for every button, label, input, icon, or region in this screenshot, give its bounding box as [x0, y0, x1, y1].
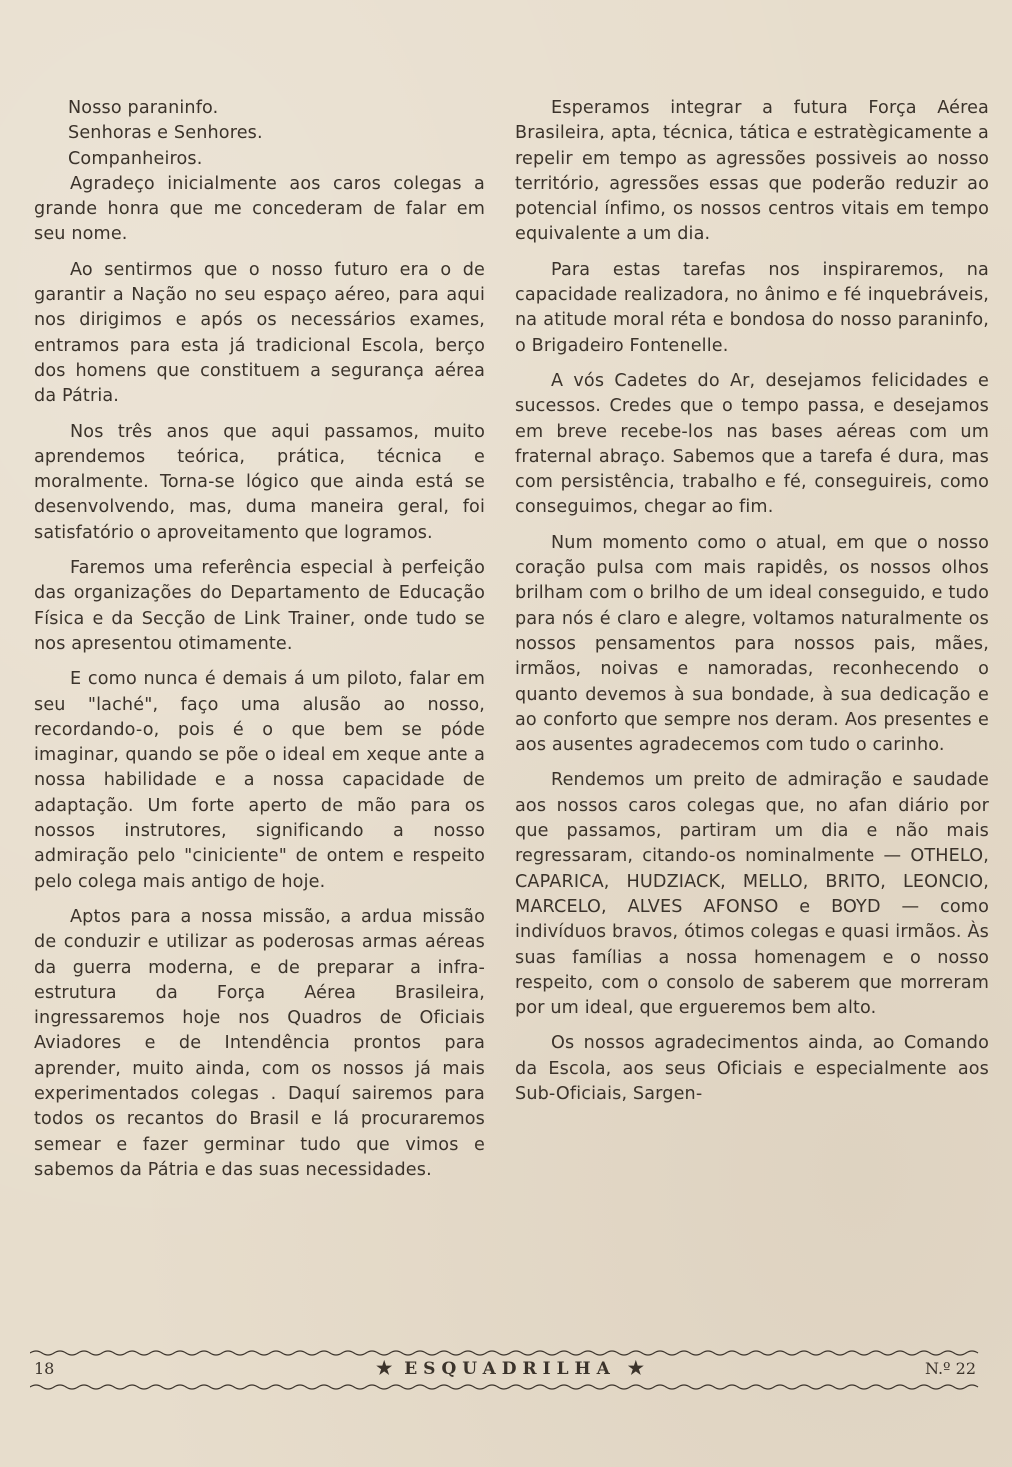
salutation-companheiros: Companheiros. [68, 148, 203, 169]
paragraph: Para estas tarefas nos inspiraremos, na capacidade realizadora, no ânimo e fé inquebráveis, na atitude moral réta e bondosa do nosso paraninfo, o Brigadeiro Fontenelle. [515, 259, 989, 356]
salutation-paraninfo: Nosso paraninfo. [68, 98, 219, 118]
star-icon: ★ [376, 1358, 393, 1379]
paragraph: Nos três anos que aqui passamos, muito aprendemos teórica, prática, técnica e moralmente. Torna-se lógico que ainda está se desenvolvendo, mas, duma maneira geral, foi satisfatório o aproveitamento que logramos. [34, 421, 485, 543]
paragraph: Faremos uma referência especial à perfeição das organizações do Departamento de Educação Física e da Secção de Link Trainer, onde tudo se nos apresentou otimamente. [34, 558, 485, 654]
paragraph: Aptos para a nossa missão, a ardua missão de conduzir e utilizar as poderosas armas aéreas da guerra moderna, e de preparar a infra-estrutura da Força Aérea Brasileira, ingressaremos hoje nos Quadros de Oficiais Aviadores e de Intendência prontos para aprender, muito ainda, com os nossos já mais experimentados colegas . Daquí sairemos para todos os recantos do Brasil e lá procuraremos semear e fazer germinar tudo que vimos e sabemos da Pátria e das suas necessidades. [34, 906, 485, 1180]
issue-number: N.º 22 [924, 1359, 976, 1378]
magazine-title [330, 1358, 690, 1379]
salutation-senhoras: Senhoras e Senhores. [68, 123, 263, 144]
magazine-title-text: ESQUADRILHA [404, 1359, 616, 1379]
page-number: 18 [34, 1359, 55, 1378]
star-icon: ★ [627, 1358, 644, 1379]
paragraph: Esperamos integrar a futura Força Aérea Brasileira, apta, técnica, tática e estratègicamente a repelir em tempo as agressões possiveis ao nosso território, agressões essas que poderão reduzir ao potencial ínfimo, os nossos centros vitais em tempo equivalente a um dia. [515, 98, 989, 245]
paragraph: Ao sentirmos que o nosso futuro era o de garantir a Nação no seu espaço aéreo, para aqui nos dirigimos e após os necessários exames, entramos para esta já tradicional Escola, berço dos homens que constituem a segurança aérea da Pátria. [34, 259, 485, 407]
paragraph: A vós Cadetes do Ar, desejamos felicidades e sucessos. Credes que o tempo passa, e desejamos em breve recebe-los nas bases aéreas com um fraternal abraço. Sabemos que a tarefa é dura, mas com persistência, trabalho e fé, conseguireis, como conseguimos, chegar ao fim. [515, 370, 989, 518]
page-footer [30, 1349, 982, 1395]
paragraph: Os nossos agradecimentos ainda, ao Comando da Escola, aos seus Oficiais e especialmente aos Sub-Oficiais, Sargen- [515, 1033, 989, 1104]
left-column [34, 96, 485, 1193]
wavy-rule-bottom [30, 1383, 982, 1391]
paragraph: E como nunca é demais á um piloto, falar em seu "laché", faço uma alusão ao nosso, recordando-o, pois é o que bem se póde imaginar, quando se põe o ideal em xeque ante a nossa habilidade e a nossa capacidade de adaptação. Um forte aperto de mão para os nossos instrutores, significando a nosso admiração pelo "ciniciente" de ontem e respeito pelo colega mais antigo de hoje. [34, 669, 485, 892]
wavy-rule-top [30, 1349, 982, 1357]
right-column [515, 96, 989, 1117]
paragraph: Rendemos um preito de admiração e saudade aos nossos caros colegas que, no afan diário por que passamos, partiram um dia e não mais regressaram, citando-os nominalmente — OTHELO, CAPARICA, HUDZIACK, MELLO, BRITO, LEONCIO, MARCELO, ALVES AFONSO e BOYD — como indivíduos bravos, ótimos colegas e quasi irmãos. Às suas famílias a nossa homenagem e o nosso respeito, com o consolo de saberem que morreram por um ideal, que ergueremos bem alto. [515, 770, 989, 1019]
paragraph: Num momento como o atual, em que o nosso coração pulsa com mais rapidês, os nossos olhos brilham com o brilho de um ideal conseguido, e tudo para nós é claro e alegre, voltamos naturalmente os nossos pensamentos para nossos pais, mães, irmãos, noivas e namoradas, reconhecendo o quanto devemos à sua bondade, à sua dedicação e ao conforto que sempre nos deram. Aos presentes e aos ausentes agradecemos com tudo o carinho. [515, 532, 989, 756]
paragraph: Agradeço inicialmente aos caros colegas a grande honra que me concederam de falar em seu nome. [34, 173, 485, 245]
